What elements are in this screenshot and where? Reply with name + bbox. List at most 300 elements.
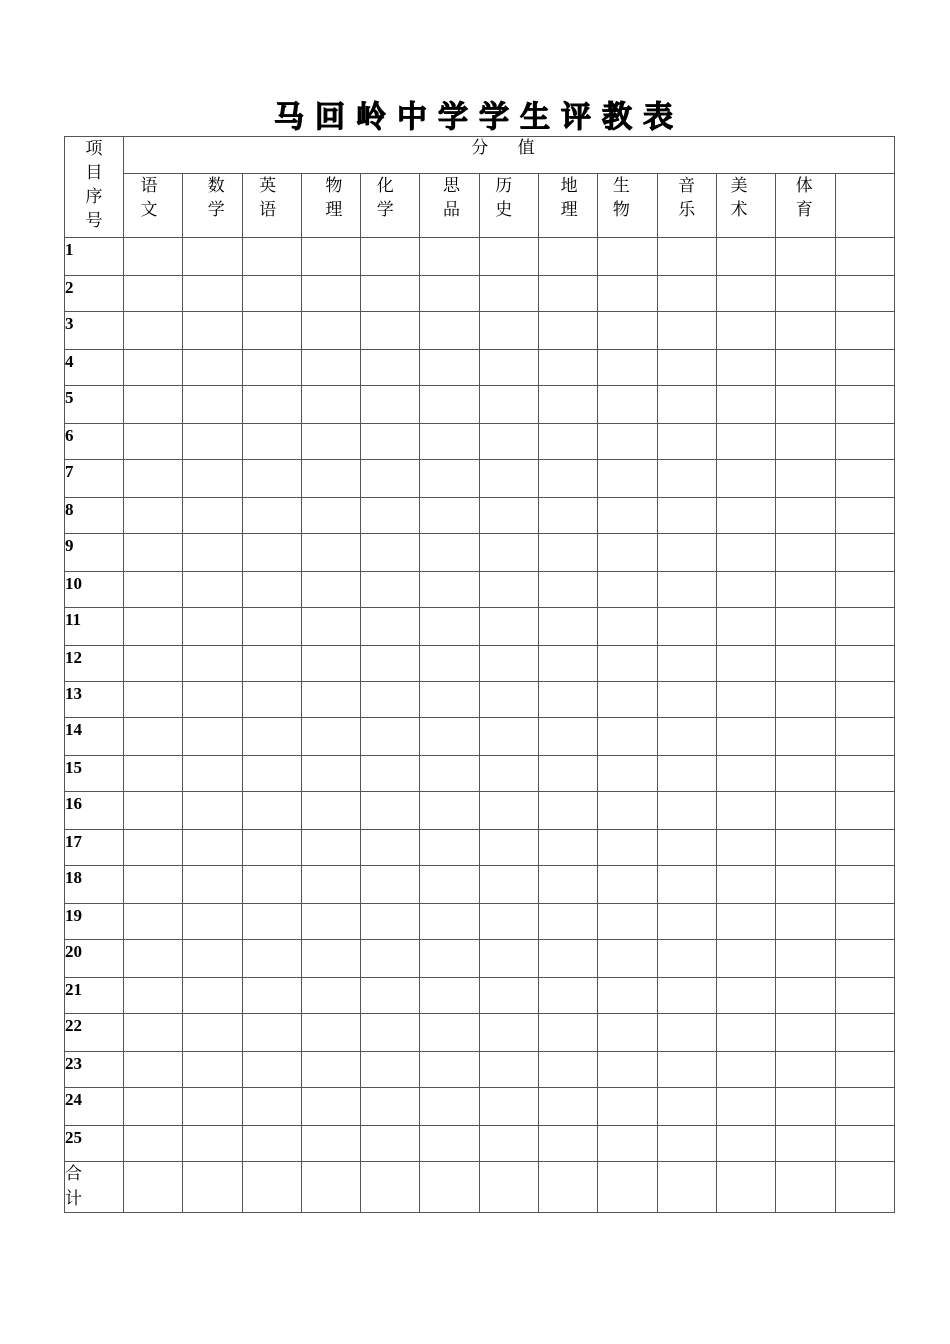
score-cell[interactable] <box>301 386 360 424</box>
score-cell[interactable] <box>479 312 538 350</box>
score-cell[interactable] <box>242 386 301 424</box>
score-cell[interactable] <box>124 866 183 904</box>
score-cell[interactable] <box>301 904 360 940</box>
score-cell[interactable] <box>716 238 775 276</box>
score-cell[interactable] <box>301 792 360 830</box>
score-cell[interactable] <box>539 572 598 608</box>
score-cell[interactable] <box>539 534 598 572</box>
score-cell[interactable] <box>657 572 716 608</box>
score-cell[interactable] <box>598 386 657 424</box>
score-cell[interactable] <box>539 830 598 866</box>
score-cell[interactable] <box>479 424 538 460</box>
score-cell[interactable] <box>598 572 657 608</box>
score-cell[interactable] <box>479 792 538 830</box>
score-cell[interactable] <box>479 1088 538 1126</box>
score-cell[interactable] <box>776 386 835 424</box>
score-cell[interactable] <box>361 534 420 572</box>
score-cell[interactable] <box>124 350 183 386</box>
score-cell[interactable] <box>183 350 242 386</box>
score-cell[interactable] <box>301 534 360 572</box>
score-cell[interactable] <box>183 572 242 608</box>
score-cell[interactable] <box>124 1126 183 1162</box>
score-cell[interactable] <box>479 1014 538 1052</box>
score-cell[interactable] <box>183 940 242 978</box>
total-cell[interactable] <box>124 1162 183 1213</box>
score-cell[interactable] <box>124 534 183 572</box>
score-cell[interactable] <box>242 940 301 978</box>
score-cell[interactable] <box>124 386 183 424</box>
score-cell[interactable] <box>124 1014 183 1052</box>
score-cell[interactable] <box>242 756 301 792</box>
score-cell[interactable] <box>776 756 835 792</box>
score-cell[interactable] <box>242 238 301 276</box>
score-cell[interactable] <box>242 350 301 386</box>
score-cell[interactable] <box>716 718 775 756</box>
score-cell[interactable] <box>479 572 538 608</box>
score-cell[interactable] <box>479 1052 538 1088</box>
score-cell[interactable] <box>124 312 183 350</box>
score-cell[interactable] <box>301 682 360 718</box>
score-cell[interactable] <box>835 978 894 1014</box>
score-cell[interactable] <box>301 1126 360 1162</box>
score-cell[interactable] <box>183 1014 242 1052</box>
score-cell[interactable] <box>835 1052 894 1088</box>
score-cell[interactable] <box>361 646 420 682</box>
score-cell[interactable] <box>657 1126 716 1162</box>
score-cell[interactable] <box>835 424 894 460</box>
score-cell[interactable] <box>716 386 775 424</box>
score-cell[interactable] <box>776 238 835 276</box>
score-cell[interactable] <box>657 682 716 718</box>
score-cell[interactable] <box>301 312 360 350</box>
score-cell[interactable] <box>539 350 598 386</box>
score-cell[interactable] <box>361 424 420 460</box>
score-cell[interactable] <box>598 1088 657 1126</box>
score-cell[interactable] <box>657 940 716 978</box>
score-cell[interactable] <box>361 350 420 386</box>
score-cell[interactable] <box>835 1014 894 1052</box>
score-cell[interactable] <box>183 792 242 830</box>
total-cell[interactable] <box>657 1162 716 1213</box>
score-cell[interactable] <box>301 424 360 460</box>
score-cell[interactable] <box>776 904 835 940</box>
score-cell[interactable] <box>479 718 538 756</box>
score-cell[interactable] <box>776 682 835 718</box>
score-cell[interactable] <box>479 1126 538 1162</box>
score-cell[interactable] <box>361 866 420 904</box>
score-cell[interactable] <box>835 238 894 276</box>
score-cell[interactable] <box>479 978 538 1014</box>
score-cell[interactable] <box>124 682 183 718</box>
score-cell[interactable] <box>539 646 598 682</box>
score-cell[interactable] <box>420 460 479 498</box>
score-cell[interactable] <box>420 1088 479 1126</box>
score-cell[interactable] <box>361 1052 420 1088</box>
score-cell[interactable] <box>301 608 360 646</box>
score-cell[interactable] <box>361 792 420 830</box>
score-cell[interactable] <box>420 498 479 534</box>
score-cell[interactable] <box>124 756 183 792</box>
total-cell[interactable] <box>420 1162 479 1213</box>
score-cell[interactable] <box>479 498 538 534</box>
score-cell[interactable] <box>242 572 301 608</box>
score-cell[interactable] <box>598 830 657 866</box>
score-cell[interactable] <box>716 608 775 646</box>
score-cell[interactable] <box>301 1052 360 1088</box>
score-cell[interactable] <box>539 792 598 830</box>
score-cell[interactable] <box>183 646 242 682</box>
score-cell[interactable] <box>479 460 538 498</box>
score-cell[interactable] <box>776 940 835 978</box>
score-cell[interactable] <box>183 1088 242 1126</box>
score-cell[interactable] <box>776 276 835 312</box>
score-cell[interactable] <box>835 718 894 756</box>
score-cell[interactable] <box>301 238 360 276</box>
score-cell[interactable] <box>301 572 360 608</box>
score-cell[interactable] <box>716 460 775 498</box>
score-cell[interactable] <box>598 1014 657 1052</box>
score-cell[interactable] <box>301 1088 360 1126</box>
score-cell[interactable] <box>539 312 598 350</box>
score-cell[interactable] <box>657 424 716 460</box>
score-cell[interactable] <box>361 572 420 608</box>
score-cell[interactable] <box>539 276 598 312</box>
total-cell[interactable] <box>361 1162 420 1213</box>
score-cell[interactable] <box>361 940 420 978</box>
score-cell[interactable] <box>124 978 183 1014</box>
score-cell[interactable] <box>716 312 775 350</box>
score-cell[interactable] <box>242 1126 301 1162</box>
score-cell[interactable] <box>301 276 360 312</box>
score-cell[interactable] <box>301 1014 360 1052</box>
score-cell[interactable] <box>124 424 183 460</box>
score-cell[interactable] <box>835 792 894 830</box>
score-cell[interactable] <box>361 756 420 792</box>
score-cell[interactable] <box>301 498 360 534</box>
score-cell[interactable] <box>657 792 716 830</box>
score-cell[interactable] <box>183 534 242 572</box>
score-cell[interactable] <box>124 1052 183 1088</box>
score-cell[interactable] <box>361 978 420 1014</box>
score-cell[interactable] <box>242 1052 301 1088</box>
score-cell[interactable] <box>242 1014 301 1052</box>
score-cell[interactable] <box>420 276 479 312</box>
score-cell[interactable] <box>835 1126 894 1162</box>
score-cell[interactable] <box>183 498 242 534</box>
score-cell[interactable] <box>183 830 242 866</box>
score-cell[interactable] <box>420 646 479 682</box>
score-cell[interactable] <box>776 830 835 866</box>
score-cell[interactable] <box>301 460 360 498</box>
score-cell[interactable] <box>716 534 775 572</box>
score-cell[interactable] <box>835 572 894 608</box>
score-cell[interactable] <box>716 572 775 608</box>
score-cell[interactable] <box>361 830 420 866</box>
score-cell[interactable] <box>183 424 242 460</box>
score-cell[interactable] <box>242 792 301 830</box>
score-cell[interactable] <box>539 682 598 718</box>
score-cell[interactable] <box>420 718 479 756</box>
score-cell[interactable] <box>776 866 835 904</box>
score-cell[interactable] <box>420 238 479 276</box>
score-cell[interactable] <box>479 534 538 572</box>
score-cell[interactable] <box>183 904 242 940</box>
score-cell[interactable] <box>301 718 360 756</box>
total-cell[interactable] <box>242 1162 301 1213</box>
score-cell[interactable] <box>361 1088 420 1126</box>
score-cell[interactable] <box>242 534 301 572</box>
score-cell[interactable] <box>242 276 301 312</box>
score-cell[interactable] <box>301 350 360 386</box>
score-cell[interactable] <box>242 866 301 904</box>
score-cell[interactable] <box>598 978 657 1014</box>
total-cell[interactable] <box>183 1162 242 1213</box>
score-cell[interactable] <box>361 608 420 646</box>
score-cell[interactable] <box>539 1088 598 1126</box>
score-cell[interactable] <box>124 572 183 608</box>
score-cell[interactable] <box>539 608 598 646</box>
score-cell[interactable] <box>361 238 420 276</box>
score-cell[interactable] <box>835 830 894 866</box>
score-cell[interactable] <box>598 312 657 350</box>
score-cell[interactable] <box>657 866 716 904</box>
score-cell[interactable] <box>242 424 301 460</box>
score-cell[interactable] <box>242 646 301 682</box>
score-cell[interactable] <box>124 646 183 682</box>
score-cell[interactable] <box>242 978 301 1014</box>
total-cell[interactable] <box>479 1162 538 1213</box>
score-cell[interactable] <box>776 1088 835 1126</box>
score-cell[interactable] <box>598 756 657 792</box>
score-cell[interactable] <box>657 830 716 866</box>
score-cell[interactable] <box>479 940 538 978</box>
score-cell[interactable] <box>598 718 657 756</box>
score-cell[interactable] <box>776 1014 835 1052</box>
score-cell[interactable] <box>598 1126 657 1162</box>
score-cell[interactable] <box>420 608 479 646</box>
score-cell[interactable] <box>420 424 479 460</box>
score-cell[interactable] <box>479 904 538 940</box>
score-cell[interactable] <box>420 756 479 792</box>
score-cell[interactable] <box>716 498 775 534</box>
score-cell[interactable] <box>124 830 183 866</box>
score-cell[interactable] <box>539 424 598 460</box>
score-cell[interactable] <box>835 1088 894 1126</box>
score-cell[interactable] <box>716 1126 775 1162</box>
score-cell[interactable] <box>124 940 183 978</box>
score-cell[interactable] <box>776 608 835 646</box>
score-cell[interactable] <box>657 1088 716 1126</box>
score-cell[interactable] <box>479 646 538 682</box>
score-cell[interactable] <box>539 498 598 534</box>
score-cell[interactable] <box>420 904 479 940</box>
score-cell[interactable] <box>716 792 775 830</box>
score-cell[interactable] <box>657 534 716 572</box>
score-cell[interactable] <box>361 904 420 940</box>
score-cell[interactable] <box>657 238 716 276</box>
score-cell[interactable] <box>598 904 657 940</box>
score-cell[interactable] <box>124 498 183 534</box>
score-cell[interactable] <box>183 312 242 350</box>
score-cell[interactable] <box>479 866 538 904</box>
score-cell[interactable] <box>361 386 420 424</box>
score-cell[interactable] <box>183 386 242 424</box>
score-cell[interactable] <box>242 682 301 718</box>
score-cell[interactable] <box>242 1088 301 1126</box>
score-cell[interactable] <box>183 460 242 498</box>
score-cell[interactable] <box>539 460 598 498</box>
score-cell[interactable] <box>420 866 479 904</box>
score-cell[interactable] <box>716 646 775 682</box>
score-cell[interactable] <box>479 238 538 276</box>
score-cell[interactable] <box>598 940 657 978</box>
score-cell[interactable] <box>657 460 716 498</box>
score-cell[interactable] <box>716 978 775 1014</box>
score-cell[interactable] <box>657 904 716 940</box>
score-cell[interactable] <box>420 940 479 978</box>
score-cell[interactable] <box>776 460 835 498</box>
score-cell[interactable] <box>598 238 657 276</box>
score-cell[interactable] <box>539 1126 598 1162</box>
score-cell[interactable] <box>420 1126 479 1162</box>
total-cell[interactable] <box>301 1162 360 1213</box>
score-cell[interactable] <box>539 386 598 424</box>
score-cell[interactable] <box>420 1014 479 1052</box>
score-cell[interactable] <box>598 608 657 646</box>
score-cell[interactable] <box>657 1052 716 1088</box>
score-cell[interactable] <box>835 756 894 792</box>
score-cell[interactable] <box>420 1052 479 1088</box>
score-cell[interactable] <box>242 498 301 534</box>
score-cell[interactable] <box>539 1052 598 1088</box>
score-cell[interactable] <box>479 830 538 866</box>
score-cell[interactable] <box>598 498 657 534</box>
score-cell[interactable] <box>242 718 301 756</box>
score-cell[interactable] <box>361 682 420 718</box>
score-cell[interactable] <box>716 756 775 792</box>
total-cell[interactable] <box>835 1162 894 1213</box>
score-cell[interactable] <box>301 978 360 1014</box>
score-cell[interactable] <box>124 608 183 646</box>
score-cell[interactable] <box>835 940 894 978</box>
score-cell[interactable] <box>657 1014 716 1052</box>
score-cell[interactable] <box>420 312 479 350</box>
score-cell[interactable] <box>776 978 835 1014</box>
score-cell[interactable] <box>657 312 716 350</box>
total-cell[interactable] <box>776 1162 835 1213</box>
score-cell[interactable] <box>479 350 538 386</box>
score-cell[interactable] <box>124 792 183 830</box>
score-cell[interactable] <box>361 1126 420 1162</box>
score-cell[interactable] <box>716 830 775 866</box>
score-cell[interactable] <box>539 718 598 756</box>
score-cell[interactable] <box>776 534 835 572</box>
score-cell[interactable] <box>776 312 835 350</box>
score-cell[interactable] <box>598 682 657 718</box>
score-cell[interactable] <box>835 534 894 572</box>
score-cell[interactable] <box>776 646 835 682</box>
score-cell[interactable] <box>716 1014 775 1052</box>
score-cell[interactable] <box>835 646 894 682</box>
score-cell[interactable] <box>479 608 538 646</box>
score-cell[interactable] <box>716 1088 775 1126</box>
score-cell[interactable] <box>124 904 183 940</box>
score-cell[interactable] <box>420 386 479 424</box>
score-cell[interactable] <box>835 608 894 646</box>
score-cell[interactable] <box>657 386 716 424</box>
score-cell[interactable] <box>598 792 657 830</box>
score-cell[interactable] <box>479 386 538 424</box>
score-cell[interactable] <box>124 276 183 312</box>
score-cell[interactable] <box>716 276 775 312</box>
score-cell[interactable] <box>479 756 538 792</box>
score-cell[interactable] <box>361 460 420 498</box>
score-cell[interactable] <box>124 238 183 276</box>
score-cell[interactable] <box>716 682 775 718</box>
score-cell[interactable] <box>420 830 479 866</box>
score-cell[interactable] <box>242 608 301 646</box>
score-cell[interactable] <box>420 682 479 718</box>
score-cell[interactable] <box>598 534 657 572</box>
score-cell[interactable] <box>301 830 360 866</box>
score-cell[interactable] <box>598 1052 657 1088</box>
score-cell[interactable] <box>242 460 301 498</box>
score-cell[interactable] <box>598 646 657 682</box>
score-cell[interactable] <box>835 276 894 312</box>
score-cell[interactable] <box>835 904 894 940</box>
score-cell[interactable] <box>301 756 360 792</box>
score-cell[interactable] <box>420 534 479 572</box>
score-cell[interactable] <box>183 1126 242 1162</box>
score-cell[interactable] <box>835 460 894 498</box>
score-cell[interactable] <box>776 718 835 756</box>
score-cell[interactable] <box>183 866 242 904</box>
score-cell[interactable] <box>776 1126 835 1162</box>
score-cell[interactable] <box>776 792 835 830</box>
score-cell[interactable] <box>539 978 598 1014</box>
score-cell[interactable] <box>657 276 716 312</box>
score-cell[interactable] <box>539 940 598 978</box>
score-cell[interactable] <box>776 498 835 534</box>
score-cell[interactable] <box>124 460 183 498</box>
score-cell[interactable] <box>420 978 479 1014</box>
score-cell[interactable] <box>835 498 894 534</box>
score-cell[interactable] <box>657 498 716 534</box>
score-cell[interactable] <box>361 498 420 534</box>
score-cell[interactable] <box>242 312 301 350</box>
score-cell[interactable] <box>361 312 420 350</box>
score-cell[interactable] <box>420 572 479 608</box>
score-cell[interactable] <box>361 276 420 312</box>
score-cell[interactable] <box>657 718 716 756</box>
score-cell[interactable] <box>539 238 598 276</box>
score-cell[interactable] <box>835 312 894 350</box>
score-cell[interactable] <box>776 350 835 386</box>
score-cell[interactable] <box>657 978 716 1014</box>
score-cell[interactable] <box>361 718 420 756</box>
score-cell[interactable] <box>361 1014 420 1052</box>
score-cell[interactable] <box>183 238 242 276</box>
score-cell[interactable] <box>183 1052 242 1088</box>
score-cell[interactable] <box>598 424 657 460</box>
score-cell[interactable] <box>242 830 301 866</box>
score-cell[interactable] <box>657 756 716 792</box>
score-cell[interactable] <box>124 1088 183 1126</box>
score-cell[interactable] <box>539 866 598 904</box>
score-cell[interactable] <box>301 940 360 978</box>
total-cell[interactable] <box>716 1162 775 1213</box>
total-cell[interactable] <box>598 1162 657 1213</box>
